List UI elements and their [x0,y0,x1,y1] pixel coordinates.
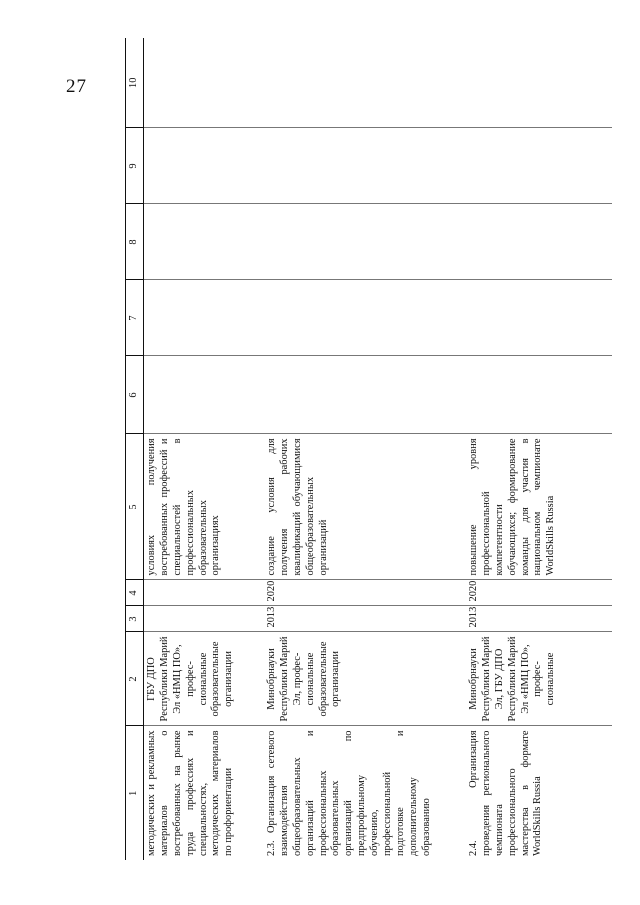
col9-cell [262,128,464,204]
column-header-3: 3 [126,606,144,632]
start-year-cell: 2013 [262,606,464,632]
table-row [262,38,464,860]
column-header-8: 8 [126,204,144,280]
end-year-cell: 2020 [464,580,612,606]
col8-cell [464,204,612,280]
column-header-1: 1 [126,726,144,860]
header-row [126,38,144,860]
table-row [143,38,262,860]
table-row [464,38,612,860]
expected-result-cell: создание условия для получения рабочих квалификаций обучающимися общеобразовательных организаций [262,434,464,580]
expected-result-cell: повышение уровня профессиональной компетентности обучающихся; формирование команды для участия в национальном чемпионате WorldSkills Russia [464,434,612,580]
col7-cell [262,280,464,356]
column-header-10: 10 [126,38,144,128]
executor-cell: Минобрнауки Республики Марий Эл, профес-сиональные образовательные организации [262,632,464,726]
col6-cell [143,356,262,434]
column-header-5: 5 [126,434,144,580]
executor-cell: ГБУ ДПО Республики Марий Эл «НМЦ ПО», профес-сиональные образовательные организации [143,632,262,726]
activity-cell: 2.3. Организация сетевого взаимодействия общеобразовательных организаций и профессиональных образовательных организаций по предпрофильному обучению, профессиональной подготовке и дополнительному образованию [262,726,464,860]
rotated-table-container [125,38,619,860]
end-year-cell [143,580,262,606]
col9-cell [464,128,612,204]
column-header-7: 7 [126,280,144,356]
expected-result-cell: условиях получения востребованных профессий и специальностей в профессиональных образовательных организациях [143,434,262,580]
column-header-2: 2 [126,632,144,726]
column-header-6: 6 [126,356,144,434]
col8-cell [262,204,464,280]
end-year-cell: 2020 [262,580,464,606]
col7-cell [143,280,262,356]
col10-cell [143,38,262,128]
col8-cell [143,204,262,280]
col6-cell [464,356,612,434]
page-number: 27 [66,76,87,97]
start-year-cell [143,606,262,632]
column-header-4: 4 [126,580,144,606]
start-year-cell: 2013 [464,606,612,632]
executor-cell: Минобрнауки Республики Марий Эл, ГБУ ДПО Республики Марий Эл «НМЦ ПО», профес-сиональные [464,632,612,726]
activity-cell: 2.4. Организация проведения регионального чемпионата профессионального мастерства в формате WorldSkills Russia [464,726,612,860]
program-table [125,38,612,860]
col9-cell [143,128,262,204]
col7-cell [464,280,612,356]
col10-cell [464,38,612,128]
col10-cell [262,38,464,128]
column-header-9: 9 [126,128,144,204]
activity-cell: методических и рекламных материалов о востребованных на рынке труда профессиях и специальностях, методических материалов по профориентации [143,726,262,860]
col6-cell [262,356,464,434]
